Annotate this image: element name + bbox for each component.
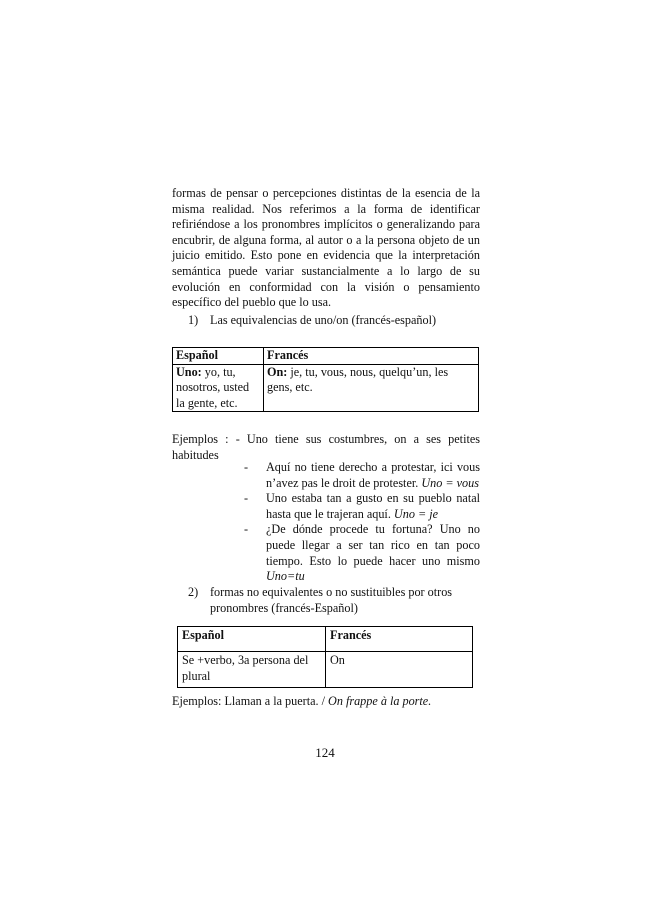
table2-cell-fr: On: [326, 652, 473, 688]
list-item-text: [266, 491, 480, 522]
list-item-text: [266, 522, 480, 584]
table1-fr-text: je, tu, vous, nous, quelqu’un, les gens, etc.: [267, 364, 449, 395]
examples-1-line2: habitudes: [172, 447, 219, 462]
intro-line: encubrir, de alguna forma, al autor o a la persona objeto de un: [172, 232, 480, 247]
section-1-title: Las equivalencias de uno/on (francés-español): [210, 313, 437, 327]
table1-header-fr-text: Francés: [267, 348, 309, 362]
table2-header-fr: [326, 627, 473, 652]
section-2-title: [210, 585, 452, 616]
examples-2-french: On frappe à la porte.: [328, 694, 432, 708]
list-item-equivalence: Uno = vous: [421, 475, 479, 490]
table1-header-fr: [264, 348, 479, 365]
table1-es-text: yo, tu, nosotros, usted la gente, etc.: [176, 364, 250, 410]
table1-cell-es: [173, 364, 264, 412]
examples-2-text: Ejemplos: Llaman a la puerta. /: [172, 694, 329, 708]
examples-1-list: [244, 460, 480, 585]
intro-line: juicio emitido. Esto pone en evidencia que la interpretación: [172, 248, 480, 263]
intro-line: semántica puede variar sustancialmente a lo largo de su: [172, 263, 480, 278]
table2-cell-es: Se +verbo, 3a persona del plural: [178, 652, 326, 688]
list-item-text: [266, 460, 480, 491]
list-item-body: Aquí no tiene derecho a protestar, ici vous n’avez pas le droit de protester.: [266, 460, 480, 490]
intro-line: formas de pensar o percepciones distintas de la esencia de la: [172, 186, 480, 200]
section-2-number: 2): [188, 585, 199, 599]
examples-1-line1: Ejemplos : - Uno tiene sus costumbres, on a ses petites: [172, 432, 480, 446]
dash-marker: -: [244, 522, 249, 537]
dash-marker: -: [244, 460, 249, 474]
list-item: [244, 522, 480, 584]
intro-line: refiriéndose a los pronombres implícitos o generalizando para: [172, 217, 480, 232]
list-item-body: ¿De dónde procede tu fortuna? Uno no puede llegar a ser tan rico en tan poco tiempo. Esto lo puede hacer uno mismo: [266, 522, 480, 568]
table2-header-es: [178, 627, 326, 652]
intro-line: específico del pueblo que lo usa.: [172, 295, 332, 310]
equivalences-table: [172, 347, 479, 412]
non-equivalent-forms-table: [177, 626, 473, 688]
list-item-equivalence: Uno=tu: [266, 569, 305, 584]
table1-cell-fr: [264, 364, 479, 412]
list-item: [244, 491, 480, 522]
table1-header-es-text: Español: [176, 348, 219, 362]
dash-marker: -: [244, 491, 249, 506]
section-2-title-line2: pronombres (francés-Español): [210, 600, 358, 615]
section-1-number: 1): [188, 313, 199, 327]
examples-1-intro: [172, 432, 480, 463]
section-2-title-line1: formas no equivalentes o no sustituibles por otros: [210, 585, 453, 599]
list-item-body: Uno estaba tan a gusto en su pueblo natal hasta que le trajeran aquí.: [266, 491, 480, 521]
intro-paragraph: [172, 186, 480, 311]
list-item-equivalence: Uno = je: [393, 506, 439, 521]
table2-header-es-text: Español: [182, 628, 225, 642]
intro-line: evolución en conformidad con la visión o pensamiento: [172, 279, 480, 294]
table1-header-es: [173, 348, 264, 365]
page-number: 124: [315, 745, 335, 760]
section-2-heading: [188, 585, 488, 616]
examples-2: [172, 694, 492, 710]
list-item: [244, 460, 480, 491]
intro-line: misma realidad. Nos referimos a la forma de identificar: [172, 201, 480, 216]
table2-header-fr-text: Francés: [330, 628, 372, 642]
section-1-heading: [188, 313, 488, 329]
table1-es-label: Uno:: [176, 364, 202, 379]
table1-fr-label: On:: [267, 364, 288, 379]
